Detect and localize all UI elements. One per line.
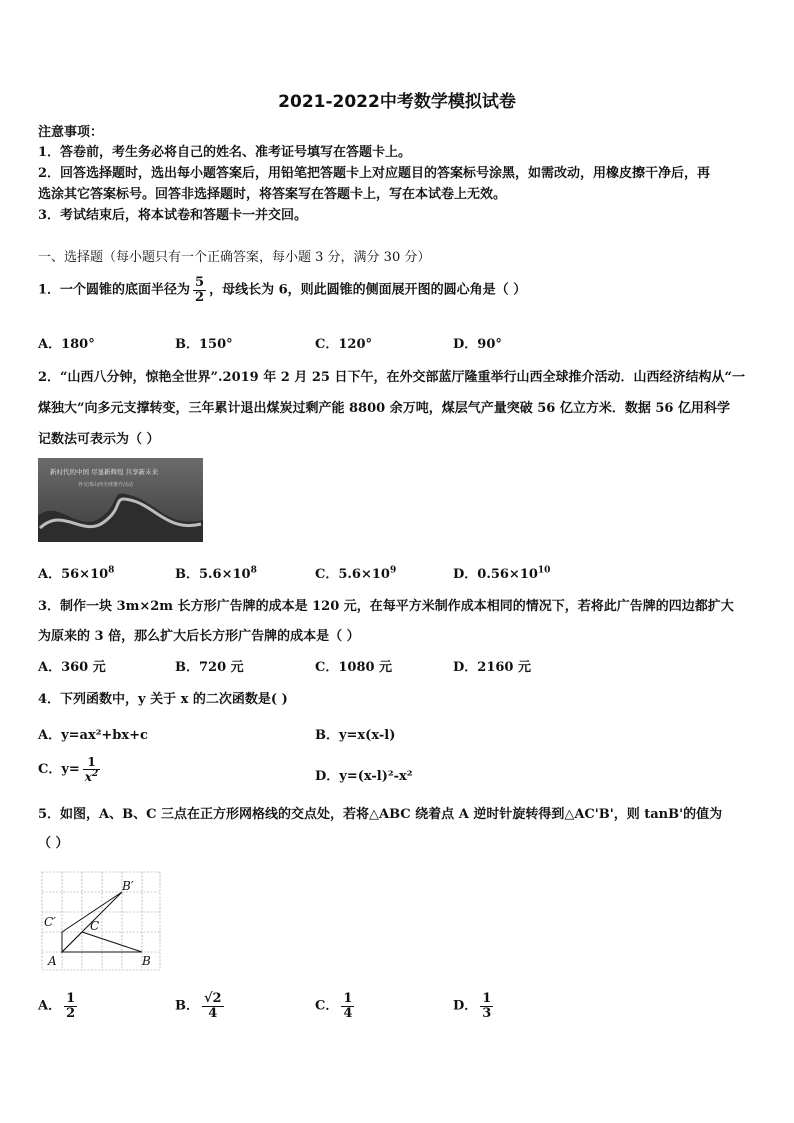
q3-option-d: D．2160 元 — [453, 660, 531, 675]
notes-heading: 注意事项： — [38, 125, 104, 140]
label-b: B — [142, 954, 151, 968]
photo-caption-2: 外交部山西全球推介活动 — [78, 482, 134, 488]
q3-option-a: A．360 元 — [38, 660, 106, 675]
q2-line-2: 煤独大”向多元支撑转变，三年累计退出煤炭过剩产能 8800 余万吨，煤层气产量突破 56 亿立方米．数据 56 亿用科学 — [38, 401, 730, 416]
label-c-prime: C′ — [44, 915, 56, 929]
q4-c-den-exp: 2 — [91, 768, 99, 779]
label-b-prime: B′ — [122, 879, 134, 893]
q4-c-num: 1 — [83, 756, 100, 770]
q5-line-1: 5．如图，A、B、C 三点在正方形网格线的交点处，若将△ABC 绕着点 A 逆时针旋转得到△AC'B'，则 tanB'的值为 — [38, 807, 723, 822]
q5-b-fraction — [202, 992, 224, 1020]
q4-c-den — [83, 770, 100, 784]
q2-line-1: 2．“山西八分钟，惊艳全世界”.2019 年 2 月 25 日下午，在外交部蓝厅隆重举行山西全球推介活动．山西经济结构从“一 — [38, 370, 745, 385]
q5-b-den: 4 — [208, 1005, 218, 1021]
q5-c-num: 1 — [343, 991, 353, 1006]
q5-a-pre: A． — [38, 998, 62, 1014]
q5-option-d — [453, 992, 496, 1020]
q1-option-b: B．150° — [175, 337, 233, 352]
q3-option-c: C．1080 元 — [315, 660, 393, 675]
q4-stem: 4．下列函数中，y 关于 x 的二次函数是( ) — [38, 692, 288, 707]
q1-fraction — [193, 276, 206, 304]
label-a: A — [48, 954, 57, 968]
q2-option-d — [453, 563, 550, 582]
q1-option-d: D．90° — [453, 337, 502, 352]
q5-option-a — [38, 992, 80, 1020]
q5-b-pre: B． — [175, 998, 199, 1014]
q2-photo — [38, 458, 203, 542]
q3-line-1: 3．制作一块 3m×2m 长方形广告牌的成本是 120 元，在每平方米制作成本相同的情况下，若将此广告牌的四边都扩大 — [38, 599, 734, 614]
q2-b-base: B．5.6×10 — [175, 567, 251, 582]
q5-c-den: 4 — [343, 1005, 353, 1021]
q2-option-a — [38, 563, 114, 582]
q4-c-fraction — [83, 756, 100, 783]
section-heading: 一、选择题（每小题只有一个正确答案，每小题 3 分，满分 30 分） — [38, 250, 431, 265]
q4-option-b: B．y=x(x-l) — [315, 728, 396, 743]
note-2-line-1: 2．回答选择题时，选出每小题答案后，用铅笔把答题卡上对应题目的答案标号涂黑，如需改动，用橡皮擦干净后，再 — [38, 166, 711, 181]
question-1-stem — [38, 276, 526, 304]
q2-a-exp: 8 — [108, 565, 115, 576]
q2-option-c — [315, 563, 396, 582]
q3-option-b: B．720 元 — [175, 660, 244, 675]
q2-b-exp: 8 — [250, 565, 257, 576]
q5-a-num: 1 — [66, 991, 76, 1006]
q5-d-num: 1 — [482, 991, 492, 1006]
q5-c-fraction — [341, 992, 354, 1020]
q4-c-pre: C．y= — [38, 762, 80, 778]
q5-option-c — [315, 992, 357, 1020]
q2-d-base: D．0.56×10 — [453, 567, 538, 582]
note-2-line-2: 选涂其它答案标号。回答非选择题时，将答案写在答题卡上，写在本试卷上无效。 — [38, 187, 507, 202]
q5-a-den: 2 — [66, 1005, 76, 1021]
q5-c-pre: C． — [315, 998, 339, 1014]
q1-frac-den: 2 — [195, 289, 205, 305]
q5-d-pre: D． — [453, 998, 478, 1014]
q3-line-2: 为原来的 3 倍，那么扩大后长方形广告牌的成本是（ ） — [38, 629, 360, 644]
q4-option-d: D．y=(x-l)²-x² — [315, 769, 413, 784]
q2-c-exp: 9 — [389, 565, 397, 576]
q5-line-2: （ ） — [38, 836, 69, 851]
q2-d-exp: 10 — [537, 565, 551, 576]
q1-option-a: A．180° — [38, 337, 95, 352]
q5-grid-figure — [38, 868, 164, 974]
note-1: 1．答卷前，考生务必将自己的姓名、准考证号填写在答题卡上。 — [38, 145, 412, 160]
q2-c-base: C．5.6×10 — [315, 567, 390, 582]
label-c: C — [90, 919, 100, 933]
note-3: 3．考试结束后，将本试卷和答题卡一并交回。 — [38, 208, 308, 223]
q1-text-pre: 1．一个圆锥的底面半径为 — [38, 282, 191, 298]
photo-caption-1: 新时代的中国 尽显新辉煌 共享新未来 — [50, 468, 159, 476]
q4-option-c — [38, 756, 103, 783]
q5-a-fraction — [64, 992, 77, 1020]
q4-c-den-base: x — [84, 769, 92, 784]
page-title: 2021-2022中考数学模拟试卷 — [278, 92, 516, 112]
q1-option-c: C．120° — [315, 337, 372, 352]
q5-d-den: 3 — [482, 1005, 492, 1021]
q1-frac-num: 5 — [195, 275, 205, 290]
q2-a-base: A．56×10 — [38, 567, 109, 582]
q4-option-a: A．y=ax²+bx+c — [38, 728, 148, 743]
q5-b-num: √2 — [204, 991, 222, 1006]
q2-line-3: 记数法可表示为（ ） — [38, 432, 160, 447]
q5-option-b — [175, 992, 227, 1020]
q1-text-post: ，母线长为 6，则此圆锥的侧面展开图的圆心角是（ ） — [209, 282, 527, 298]
q2-option-b — [175, 563, 257, 582]
q5-d-fraction — [480, 992, 493, 1020]
